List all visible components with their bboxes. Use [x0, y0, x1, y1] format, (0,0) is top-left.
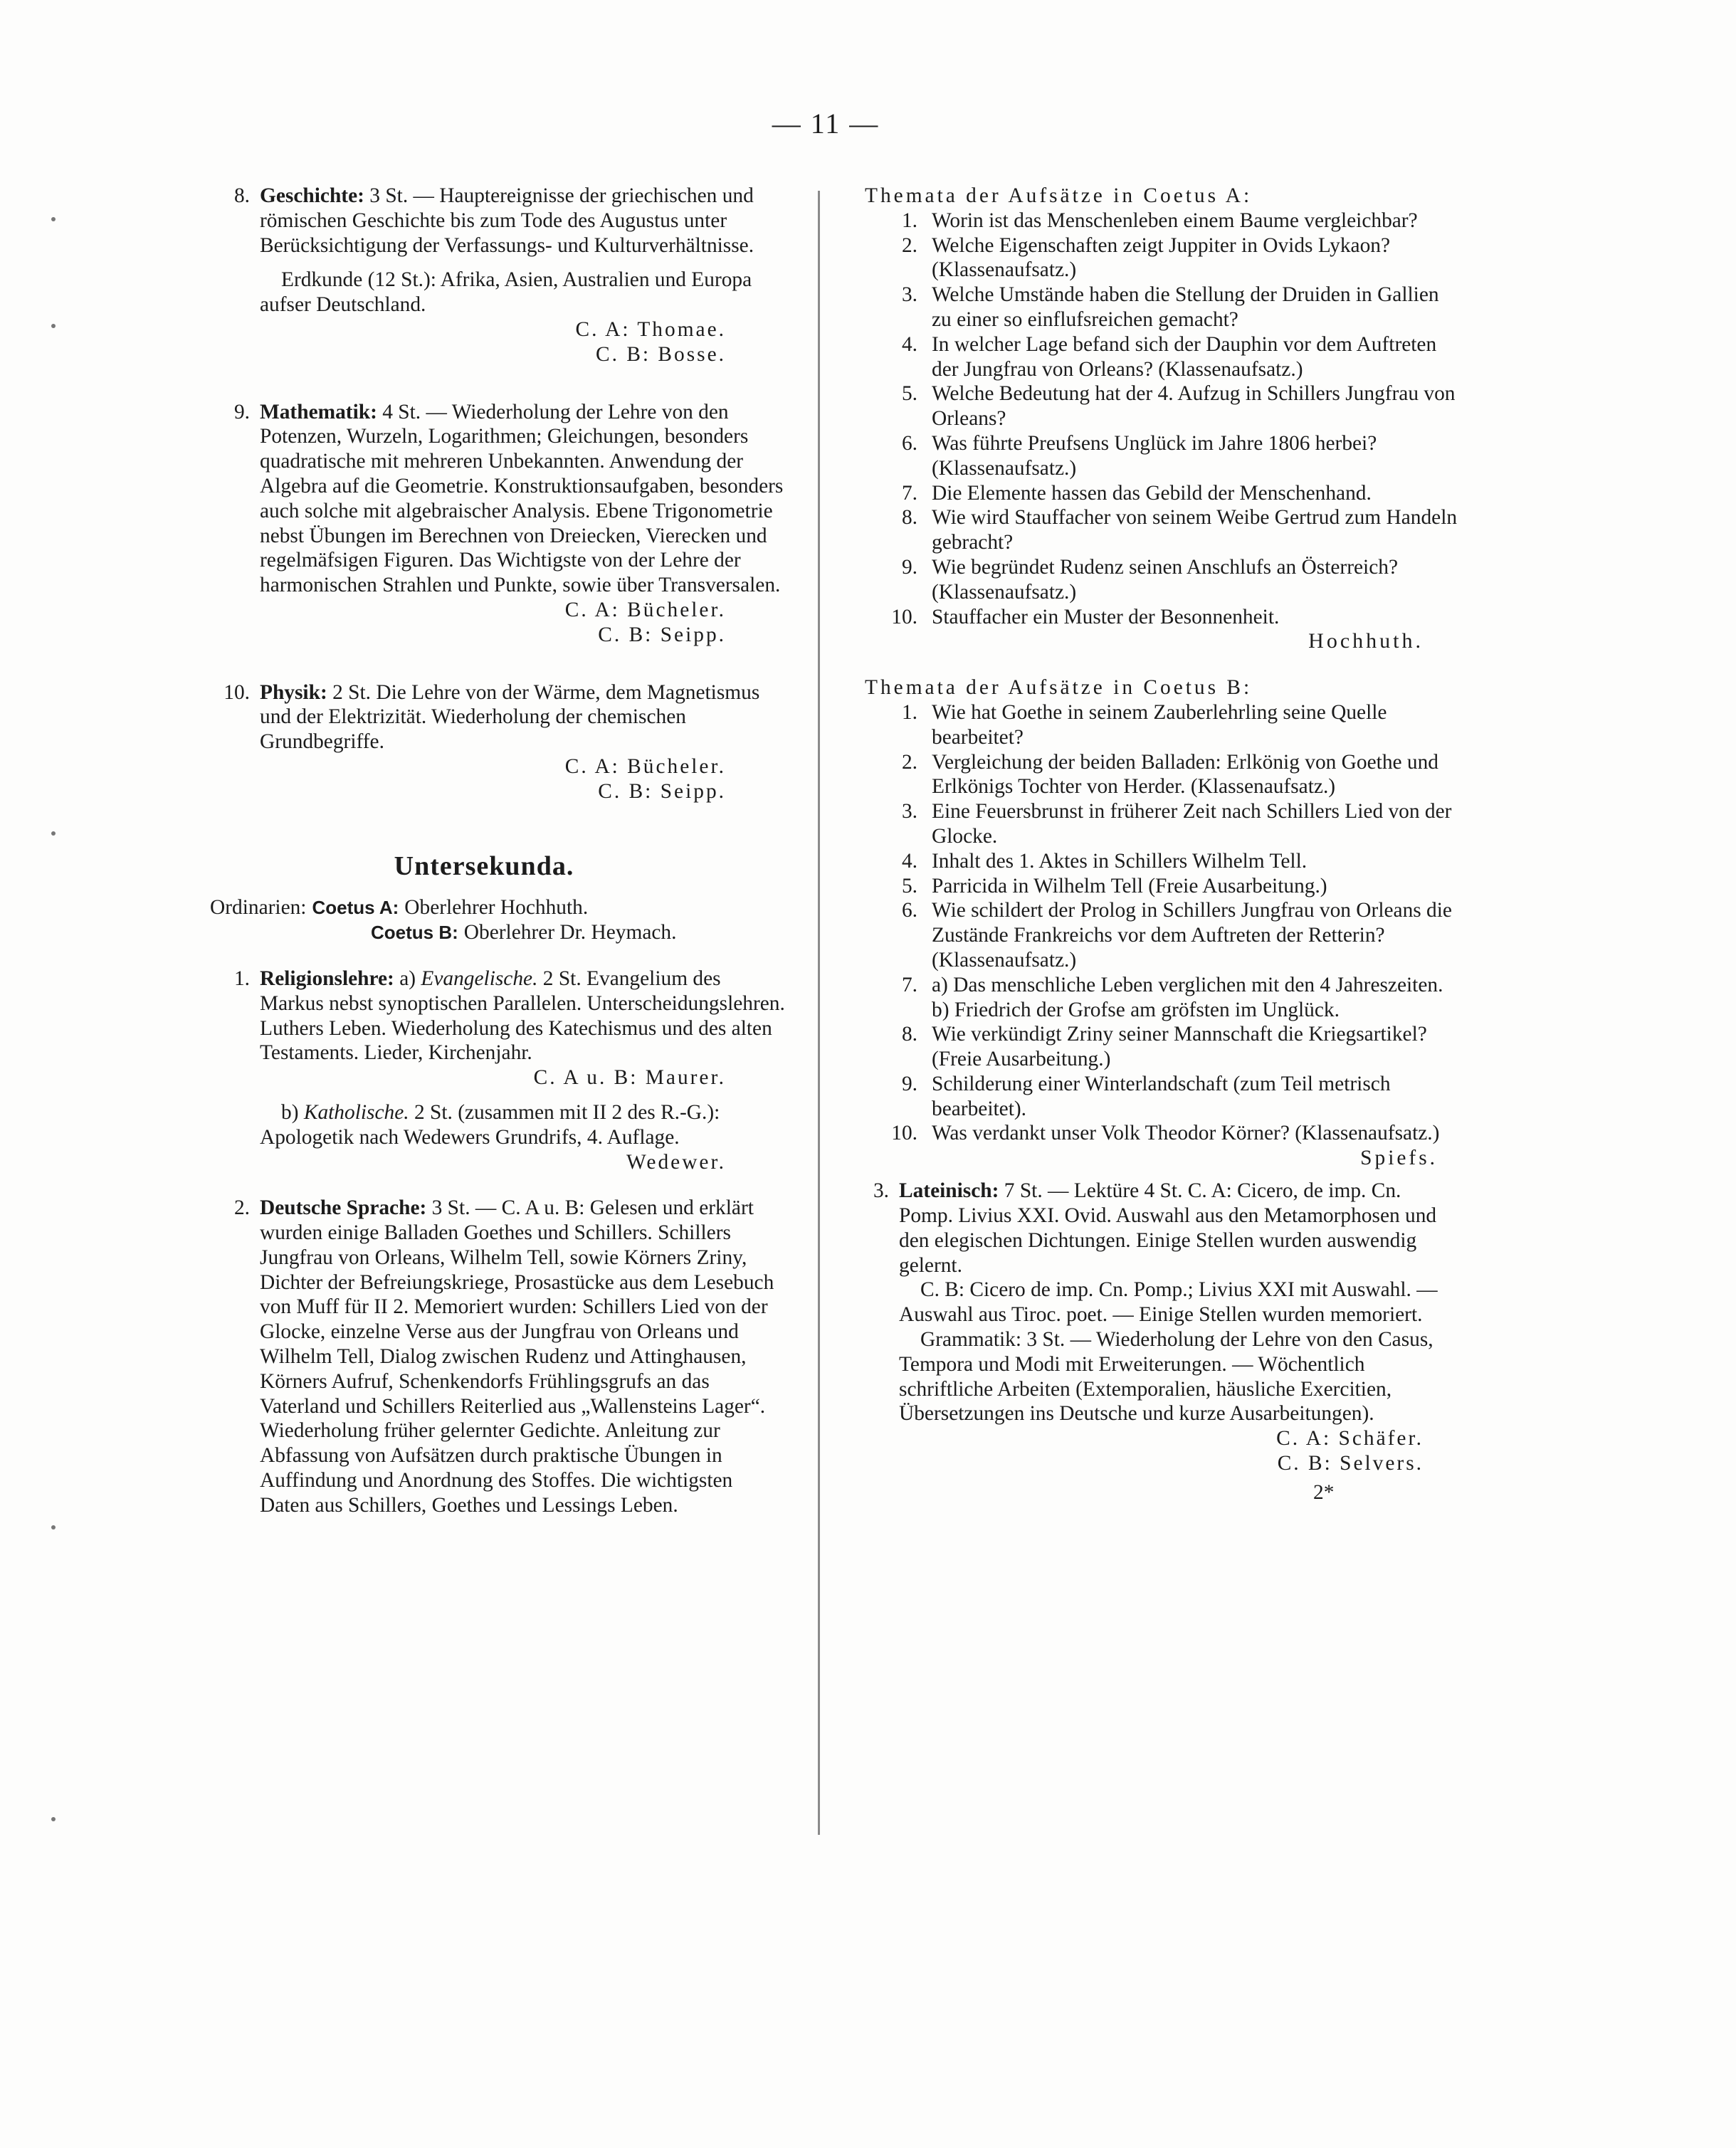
signature: Spiefs. [1360, 1147, 1438, 1170]
theme-number: 5. [901, 874, 917, 897]
religion-b-text: 2 St. (zusammen mit II 2 des R.-G.): Apologetik nach Wedewers Grundrifs, 4. Auflage. [260, 1100, 720, 1149]
theme-number: 9. [901, 555, 917, 579]
theme-number: 5. [901, 382, 917, 406]
subject-physik [182, 680, 787, 754]
religion-b [182, 1100, 787, 1150]
theme-item [865, 332, 1459, 382]
theme-text: Schilderung einer Winterlandschaft (zum Teil metrisch bearbeitet). [932, 1072, 1391, 1120]
teacher-line: C. B: Selvers. [1277, 1452, 1424, 1475]
theme-item [865, 481, 1459, 506]
ordinarien-row-b [210, 920, 787, 945]
religion-b-prefix: b) [281, 1100, 299, 1124]
theme-number: 1. [901, 209, 917, 232]
left-column [182, 184, 787, 1518]
theme-text: Wie schildert der Prolog in Schillers Jungfrau von Orleans die Zustände Frankreichs vor dem Auftreten der Retterin? (Klassenaufsatz.) [932, 899, 1452, 972]
teacher-line: C. A: Thomae. [575, 317, 726, 341]
item-number: 10. [223, 680, 250, 704]
margin-dot [51, 217, 56, 221]
theme-text-b: b) Friedrich der Grofse am gröfsten im Unglück. [932, 998, 1340, 1021]
subject-religion [182, 967, 787, 1065]
theme-item [865, 233, 1459, 283]
column-rule [818, 191, 820, 1835]
signature: Hochhuth. [1308, 629, 1424, 653]
coetus-a-label: Coetus A: [312, 897, 399, 919]
theme-text: Wie hat Goethe in seinem Zauberlehrling seine Quelle bearbeitet? [932, 700, 1387, 749]
latein-cb: C. B: Cicero de imp. Cn. Pomp.; Livius XXI mit Auswahl. — Auswahl aus Tiroc. poet. — Einige Stellen wurden memoriert. [899, 1278, 1438, 1327]
theme-text: Inhalt des 1. Aktes in Schillers Wilhelm Tell. [932, 849, 1308, 873]
ordinarien-label: Ordinarien: [210, 896, 307, 920]
theme-number: 2. [901, 233, 917, 257]
subject-text: 3 St. — Hauptereignisse der griechischen und römischen Geschichte bis zum Tode des Augustus unter Berücksichtigung der Verfassungs- und Kulturverhältnisse. [260, 184, 754, 257]
theme-item [865, 605, 1459, 630]
theme-text: Welche Eigenschaften zeigt Juppiter in Ovids Lykaon? (Klassenaufsatz.) [932, 233, 1391, 282]
theme-item [865, 1121, 1459, 1170]
teacher-line: C. A u. B: Maurer. [533, 1066, 726, 1090]
theme-text: Welche Bedeutung hat der 4. Aufzug in Schillers Jungfrau von Orleans? [932, 382, 1456, 431]
subject-text: 2 St. Die Lehre von der Wärme, dem Magnetismus und der Elektrizität. Wiederholung der chemischen Grundbegriffe. [260, 680, 760, 754]
subject-text: 3 St. — C. A u. B: Gelesen und erklärt wurden einige Balladen Goethes und Schillers. Schillers Jungfrau von Orleans, Wilhelm Tell, sowie Körners Zriny, Dichter der Befreiungskriege, Prosastücke aus dem Lesebuch von Muff für II 2. Memoriert wurden: Schillers Lied von der Glocke, einzelne Verse aus der Jungfrau von Orleans und Wilhelm Tell, Dialog zwischen Rudenz und Attinghausen, Körners Aufruf, Schenkendorfs Frühlingsgrufs an das Vaterland und Schillers Reiterlied aus „Wallensteins Lager“. Wiederholung früher gelernter Gedichte. Anleitung zur Abfassung von Aufsätzen durch praktische Übungen in Auffindung und Anordnung des Stoffes. Die wichtigsten Daten aus Schillers, Goethes und Lessings Leben. [260, 1196, 774, 1517]
theme-item [865, 799, 1459, 849]
theme-item [865, 750, 1459, 800]
teacher-line: C. A: Schäfer. [1276, 1427, 1424, 1451]
theme-text: Eine Feuersbrunst in früherer Zeit nach Schillers Lied von der Glocke. [932, 800, 1452, 848]
subject-title: Physik: [260, 680, 327, 704]
theme-item [865, 555, 1459, 605]
item-number: 1. [233, 967, 250, 990]
teacher-line: C. A: Bücheler. [564, 598, 726, 621]
theme-number: 6. [901, 431, 917, 455]
theme-text: Stauffacher ein Muster der Besonnenheit. [932, 605, 1280, 628]
theme-item [865, 283, 1459, 332]
coetus-b-value: Oberlehrer Dr. Heymach. [463, 921, 677, 944]
theme-text: a) Das menschliche Leben verglichen mit den 4 Jahreszeiten. [932, 973, 1443, 996]
theme-item [865, 874, 1459, 899]
margin-dot [51, 324, 56, 328]
theme-text: Wie wird Stauffacher von seinem Weibe Gertrud zum Handeln gebracht? [932, 506, 1458, 554]
religion-a-text: 2 St. Evangelium des Markus nebst synoptischen Parallelen. Unterscheidungslehren. Luthers Leben. Wiederholung des Katechismus und des alten Testaments. Lieder, Kirchenjahr. [260, 967, 785, 1065]
theme-text: Welche Umstände haben die Stellung der Druiden in Gallien zu einer so einflufsreichen gemacht? [932, 283, 1439, 331]
item-number: 3. [873, 1179, 889, 1203]
subject-deutsch [182, 1196, 787, 1517]
theme-item [865, 898, 1459, 972]
theme-number: 3. [901, 800, 917, 823]
theme-item [865, 1072, 1459, 1122]
theme-item [865, 700, 1459, 750]
theme-number: 4. [901, 332, 917, 356]
theme-item [865, 1022, 1459, 1072]
theme-text: Was verdankt unser Volk Theodor Körner? (Klassenaufsatz.) [932, 1122, 1440, 1145]
theme-number: 1. [901, 700, 917, 724]
theme-number: 10. [891, 605, 917, 628]
theme-item [865, 973, 1459, 1023]
subject-title: Mathematik: [260, 400, 377, 423]
erdkunde-text: Erdkunde (12 St.): Afrika, Asien, Australien und Europa aufser Deutschland. [260, 268, 752, 317]
subject-geschichte [182, 184, 787, 258]
theme-item [865, 209, 1459, 233]
theme-item [865, 381, 1459, 431]
item-number: 8. [233, 184, 250, 207]
theme-number: 7. [901, 481, 917, 505]
margin-dot [51, 1817, 56, 1821]
themata-a-list [865, 209, 1459, 630]
margin-dot [51, 831, 56, 836]
theme-number: 8. [901, 506, 917, 530]
teacher-line: C. A: Bücheler. [564, 754, 726, 778]
section-title: Untersekunda. [394, 851, 574, 881]
themata-b-heading: Themata der Aufsätze in Coetus B: [865, 676, 1253, 700]
ordinarien-row-a [210, 895, 787, 920]
theme-item [865, 431, 1459, 481]
religion-a-prefix: a) [399, 967, 416, 990]
theme-number: 10. [891, 1122, 917, 1145]
theme-text: Was führte Preufsens Unglück im Jahre 1806 herbei? (Klassenaufsatz.) [932, 431, 1377, 480]
teacher-line: C. B: Bosse. [596, 342, 726, 366]
theme-item [865, 505, 1459, 555]
theme-number: 2. [901, 750, 917, 774]
teacher-line: C. B: Seipp. [598, 779, 726, 803]
latein-grammatik: Grammatik: 3 St. — Wiederholung der Lehre von den Casus, Tempora und Modi mit Erweiterungen. — Wöchentlich schriftliche Arbeiten (Extemporalien, häusliche Exercitien, Übersetzungen ins Deutsche und kurze Ausarbeitungen). [899, 1328, 1433, 1426]
themata-b-list [865, 700, 1459, 1170]
theme-number: 9. [901, 1072, 917, 1095]
signature-mark: 2* [1313, 1480, 1335, 1504]
theme-text: Vergleichung der beiden Balladen: Erlkönig von Goethe und Erlkönigs Tochter von Herder. (Klassenaufsatz.) [932, 750, 1438, 799]
teacher-line: Wedewer. [626, 1150, 726, 1174]
theme-text: Wie begründet Rudenz seinen Anschlufs an Österreich? (Klassenaufsatz.) [932, 555, 1398, 604]
theme-text: Die Elemente hassen das Gebild der Menschenhand. [932, 481, 1372, 505]
theme-number: 3. [901, 283, 917, 307]
margin-dot [51, 1525, 56, 1530]
themata-a-heading: Themata der Aufsätze in Coetus A: [865, 184, 1253, 207]
teacher-line: C. B: Seipp. [598, 623, 726, 646]
theme-number: 7. [901, 973, 917, 996]
religion-a-title: Evangelische. [421, 967, 538, 990]
theme-text: Worin ist das Menschenleben einem Baume vergleichbar? [932, 209, 1418, 232]
right-column [865, 184, 1459, 1505]
page-number: — 11 — [772, 107, 880, 139]
theme-text: Wie verkündigt Zriny seiner Mannschaft die Kriegsartikel? (Freie Ausarbeitung.) [932, 1023, 1427, 1071]
subject-title: Lateinisch: [899, 1179, 999, 1203]
ordinarien [182, 895, 787, 945]
subject-title: Religionslehre: [260, 967, 394, 990]
theme-number: 8. [901, 1023, 917, 1046]
theme-item [865, 849, 1459, 874]
subject-mathematik [182, 400, 787, 598]
subject-latein [865, 1179, 1459, 1278]
coetus-b-label: Coetus B: [371, 922, 458, 944]
subject-text: 7 St. — Lektüre 4 St. C. A: Cicero, de imp. Cn. Pomp. Livius XXI. Ovid. Auswahl aus den Metamorphosen und den elegischen Dichtungen. Einige Stellen wurden auswendig gelernt. [899, 1179, 1437, 1277]
item-number: 2. [233, 1196, 250, 1220]
theme-number: 6. [901, 899, 917, 922]
coetus-a-value: Oberlehrer Hochhuth. [404, 896, 589, 920]
theme-number: 4. [901, 849, 917, 873]
subject-text: 4 St. — Wiederholung der Lehre von den Potenzen, Wurzeln, Logarithmen; Gleichungen, besonders quadratische mit mehreren Unbekannten. Anwendung der Algebra auf die Geometrie. Konstruktionsaufgaben, besonders auch solche mit algebraischer Analysis. Ebene Trigonometrie nebst Übungen im Berechnen von Dreiecken, Vierecken und regelmäfsigen Figuren. Das Wichtigste von der Lehre der harmonischen Strahlen und Punkte, sowie über Transversalen. [260, 400, 784, 597]
religion-b-title: Katholische. [303, 1100, 409, 1124]
theme-text: In welcher Lage befand sich der Dauphin vor dem Auftreten der Jungfrau von Orleans? (Klassenaufsatz.) [932, 332, 1437, 381]
subject-title: Deutsche Sprache: [260, 1196, 427, 1220]
subject-title: Geschichte: [260, 184, 364, 207]
theme-text: Parricida in Wilhelm Tell (Freie Ausarbeitung.) [932, 874, 1327, 897]
item-number: 9. [233, 400, 250, 423]
